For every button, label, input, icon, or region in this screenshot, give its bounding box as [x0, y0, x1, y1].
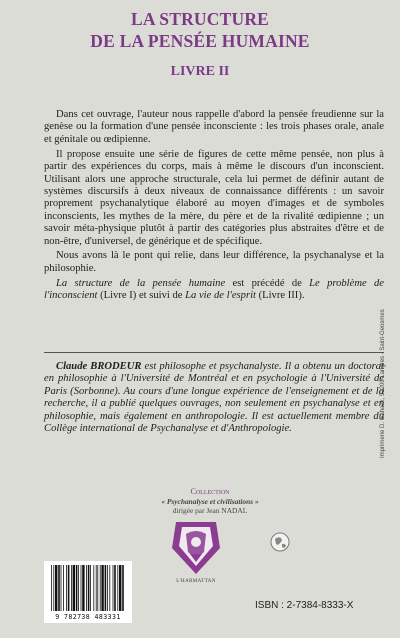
divider [44, 352, 384, 353]
book-title-ref-1: La structure de la pensée humaine [56, 277, 226, 289]
title-line-2: DE LA PENSÉE HUMAINE [90, 31, 310, 51]
barcode [44, 561, 132, 623]
summary-connector-2: (Livre I) et suivi de [97, 290, 186, 302]
summary [44, 109, 384, 303]
summary-connector-1: est précédé de [225, 277, 310, 289]
summary-connector-3: (Livre III). [255, 290, 305, 302]
isbn: ISBN : 2-7384-8333-X [255, 600, 354, 611]
book-title-ref-3: La vie de l'esprit [185, 290, 256, 302]
summary-paragraph-3: Nous avons là le pont qui relie, dans leur différence, la psychanalyse et la philosophie. [44, 250, 384, 274]
book-volume: LIVRE II [170, 64, 230, 79]
author-bio-text: est philosophe et psychanalyste. Il a obtenu un doctorat en philosophie à l'Université de Montréal et en psychologie à l'Université de Paris (Sorbonne). Au cours d'une longue expérience de l'enseignement et de la recherche, il a publié quelques ouvrages, non seulement en psychanalyse et en philosophie, mais également en anthropologie. Il est actuellement membre du Collège international de Psychanalyse et d'Anthropologie. [44, 361, 384, 435]
printer-imprint: Imprimerie D. Gahaux, 52200 Langres - Saint-Geosmes [380, 309, 386, 458]
author-bio [44, 361, 384, 435]
author-bio-paragraph [44, 361, 384, 435]
collection-director: dirigée par Jean NADAL [172, 506, 248, 516]
summary-paragraph-1: Dans cet ouvrage, l'auteur nous rappelle d'abord la pensée freudienne sur la genèse ou la formation d'une pensée inconsciente : les trois phases orale, anale et génitale ou œdipienne. [44, 109, 384, 145]
collection-label: Collection [190, 487, 230, 496]
summary-paragraph-2: Il propose ensuite une série de figures de cette même pensée, non plus à partir des expériences du corps, mais à même le discours d'un inconscient. Utilisant alors une approche structurale, cela lui permet de définir autant de systèmes discursifs à deux niveaux de connaissance différents : un savoir proprement psychanalytique élaboré au moyen d'images et de symboles inconscients, les mythes de la mère, du père et de la rivalité œdipienne ; un savoir méta-physique plutôt à partir des catégories plus abstraites d'être et de non-être, d'universel, de générique et de spécifique. [44, 148, 384, 247]
publisher-logo-caption: L'HARMATTAN [176, 578, 216, 584]
barcode-bars-icon [50, 565, 126, 611]
publisher-logo-icon [168, 518, 224, 576]
author-name: Claude BRODEUR [56, 361, 142, 372]
title-line-1: LA STRUCTURE [130, 9, 270, 29]
book-title [0, 8, 400, 52]
summary-paragraph-4 [44, 278, 384, 303]
collection-name: « Psychanalyse et civilisations » [161, 496, 259, 506]
barcode-number: 9 782738 483331 [55, 613, 121, 621]
collection-info [120, 487, 300, 516]
globe-icon [270, 532, 290, 552]
book-title-ref-2: Le problème de l'inconscient [44, 277, 384, 302]
